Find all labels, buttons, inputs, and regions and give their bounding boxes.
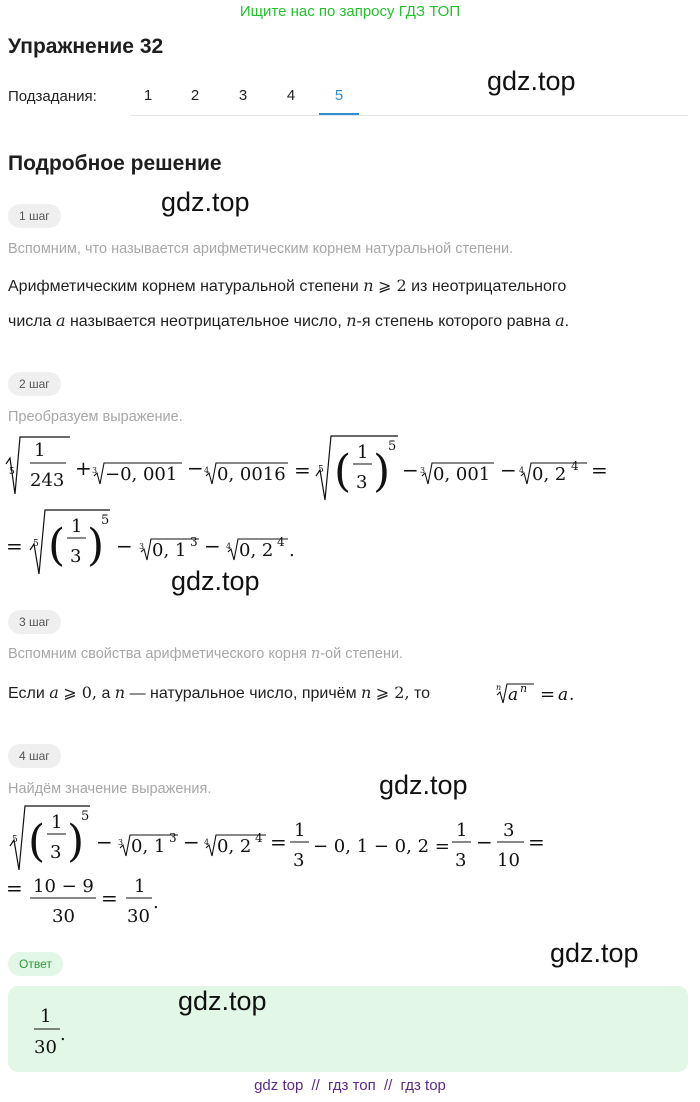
footer-separator: // (311, 1077, 320, 1094)
svg-text:0, 0016: 0, 0016 (217, 464, 286, 485)
svg-text:=: = (528, 830, 545, 854)
svg-text:0, 1: 0, 1 (152, 540, 187, 561)
svg-text:30: 30 (52, 906, 75, 927)
step-4-hint: Найдём значение выражения. (8, 781, 212, 797)
svg-text:=: = (270, 830, 287, 854)
step-2-hint: Преобразуем выражение. (8, 409, 183, 425)
svg-text:3: 3 (169, 831, 177, 845)
svg-text:(: ( (28, 816, 46, 867)
svg-text:5: 5 (318, 465, 324, 475)
svg-text:+: + (75, 456, 92, 480)
tab-subtask-1[interactable]: 1 (143, 87, 153, 104)
svg-text:3: 3 (503, 820, 515, 841)
svg-text:=: = (6, 876, 23, 900)
answer-box (8, 986, 688, 1072)
section-title: Подробное решение (8, 152, 222, 175)
answer-denominator: 30 (34, 1037, 57, 1058)
tab-subtask-2[interactable]: 2 (190, 87, 200, 104)
svg-text:1: 1 (51, 812, 63, 833)
tab-subtask-4[interactable]: 4 (286, 87, 296, 104)
svg-text:): ) (87, 520, 105, 571)
svg-text:.: . (153, 892, 159, 913)
svg-text:− 0, 1 − 0, 2 =: − 0, 1 − 0, 2 = (313, 836, 450, 857)
answer-fraction (28, 1000, 88, 1060)
svg-text:−: − (204, 534, 221, 558)
answer-numerator: 1 (40, 1006, 52, 1027)
svg-text:5: 5 (101, 513, 110, 528)
svg-text:4: 4 (226, 542, 232, 551)
svg-text:(: ( (334, 446, 352, 497)
svg-text:4: 4 (204, 838, 210, 847)
step-3-hint: Вспомним свойства арифметического корня n-ой степени. (8, 646, 404, 662)
svg-text:−: − (183, 830, 200, 854)
svg-text:n: n (496, 683, 502, 692)
svg-text:−: − (476, 830, 493, 854)
footer-separator: // (383, 1077, 393, 1094)
watermark: gdz.top (550, 938, 639, 968)
svg-text:a: a (508, 685, 519, 705)
step-1-hint: Вспомним, что называется арифметическим корнем натуральной степени. (8, 241, 514, 257)
step-3-property: Если a ⩾ 0, а n — натуральное число, причём n ⩾ 2, то (8, 683, 431, 702)
svg-text:−: − (402, 458, 419, 482)
step-2-formula (0, 430, 700, 590)
svg-text:5: 5 (12, 835, 18, 845)
svg-text:.: . (60, 1024, 66, 1045)
svg-text:3: 3 (118, 838, 124, 847)
root-property-formula (494, 676, 584, 710)
svg-text:3: 3 (50, 842, 62, 863)
footer-links (0, 1077, 700, 1094)
step-1-definition-line-1: Арифметическим корнем натуральной степени n ⩾ 2 из неотрицательного (8, 276, 567, 295)
svg-text:=: = (101, 886, 118, 910)
answer-badge: Ответ (8, 952, 63, 976)
svg-text:−0, 001: −0, 001 (105, 464, 178, 485)
svg-text:3: 3 (420, 466, 426, 475)
svg-text:−: − (116, 534, 133, 558)
svg-text:(: ( (48, 520, 66, 571)
watermark: gdz.top (379, 770, 468, 800)
svg-text:): ) (67, 816, 85, 867)
svg-text:0, 2: 0, 2 (532, 464, 567, 485)
svg-text:): ) (373, 446, 391, 497)
step-1-badge: 1 шаг (8, 204, 61, 228)
tab-subtask-3[interactable]: 3 (238, 87, 248, 104)
svg-text:0, 001: 0, 001 (433, 464, 491, 485)
footer-link[interactable]: гдз top (400, 1077, 446, 1094)
watermark: gdz.top (171, 566, 260, 596)
watermark: gdz.top (161, 187, 250, 217)
subtasks-divider (130, 115, 688, 116)
step-3-badge: 3 шаг (8, 610, 61, 634)
svg-text:3: 3 (70, 546, 82, 567)
svg-text:10: 10 (497, 850, 520, 871)
svg-text:−: − (187, 456, 204, 480)
svg-text:n: n (520, 682, 528, 695)
page-title: Упражнение 32 (8, 35, 164, 58)
subtasks-label: Подзадания: (8, 88, 97, 105)
svg-text:4: 4 (571, 459, 579, 473)
svg-text:−: − (500, 458, 517, 482)
svg-text:1: 1 (34, 440, 46, 461)
svg-text:10 − 9: 10 − 9 (33, 876, 94, 897)
svg-text:1: 1 (134, 876, 146, 897)
svg-text:−: − (96, 830, 113, 854)
svg-text:a: a (558, 685, 569, 705)
svg-text:3: 3 (455, 850, 467, 871)
search-banner: Ищите нас по запросу ГДЗ ТОП (239, 3, 461, 20)
svg-text:30: 30 (127, 906, 150, 927)
step-2-badge: 2 шаг (8, 372, 61, 396)
svg-text:4: 4 (519, 466, 525, 475)
svg-text:3: 3 (293, 850, 305, 871)
step-1-definition-line-2: числа a называется неотрицательное число, n-я степень которого равна a. (8, 311, 570, 330)
svg-text:4: 4 (277, 535, 285, 549)
subtasks-nav (8, 85, 688, 117)
svg-text:3: 3 (190, 535, 198, 549)
watermark: gdz.top (178, 986, 267, 1016)
svg-text:5: 5 (9, 467, 15, 477)
svg-text:3: 3 (92, 466, 98, 475)
svg-text:0, 2: 0, 2 (239, 540, 274, 561)
svg-text:3: 3 (356, 472, 368, 493)
svg-text:5: 5 (33, 539, 39, 549)
svg-text:=: = (540, 684, 556, 705)
svg-text:=: = (591, 458, 608, 482)
step-4-formula (0, 800, 700, 940)
svg-text:243: 243 (30, 470, 65, 491)
step-4-badge: 4 шаг (8, 744, 61, 768)
svg-text:1: 1 (71, 516, 83, 537)
svg-text:.: . (569, 685, 575, 705)
svg-text:0, 2: 0, 2 (217, 836, 252, 857)
svg-text:1: 1 (294, 820, 306, 841)
svg-text:1: 1 (357, 442, 369, 463)
svg-text:5: 5 (81, 809, 90, 824)
svg-text:0, 1: 0, 1 (131, 836, 166, 857)
svg-text:4: 4 (255, 831, 263, 845)
svg-text:4: 4 (204, 466, 210, 475)
svg-text:1: 1 (456, 820, 468, 841)
footer-link[interactable]: гдз топ (328, 1077, 376, 1094)
tab-subtask-5[interactable]: 5 (319, 87, 359, 104)
svg-text:5: 5 (388, 439, 397, 454)
svg-text:=: = (6, 534, 23, 558)
svg-text:.: . (289, 540, 295, 561)
svg-text:=: = (294, 458, 311, 482)
svg-text:3: 3 (139, 542, 145, 551)
footer-link[interactable]: gdz top (254, 1077, 304, 1094)
watermark: gdz.top (487, 66, 576, 96)
